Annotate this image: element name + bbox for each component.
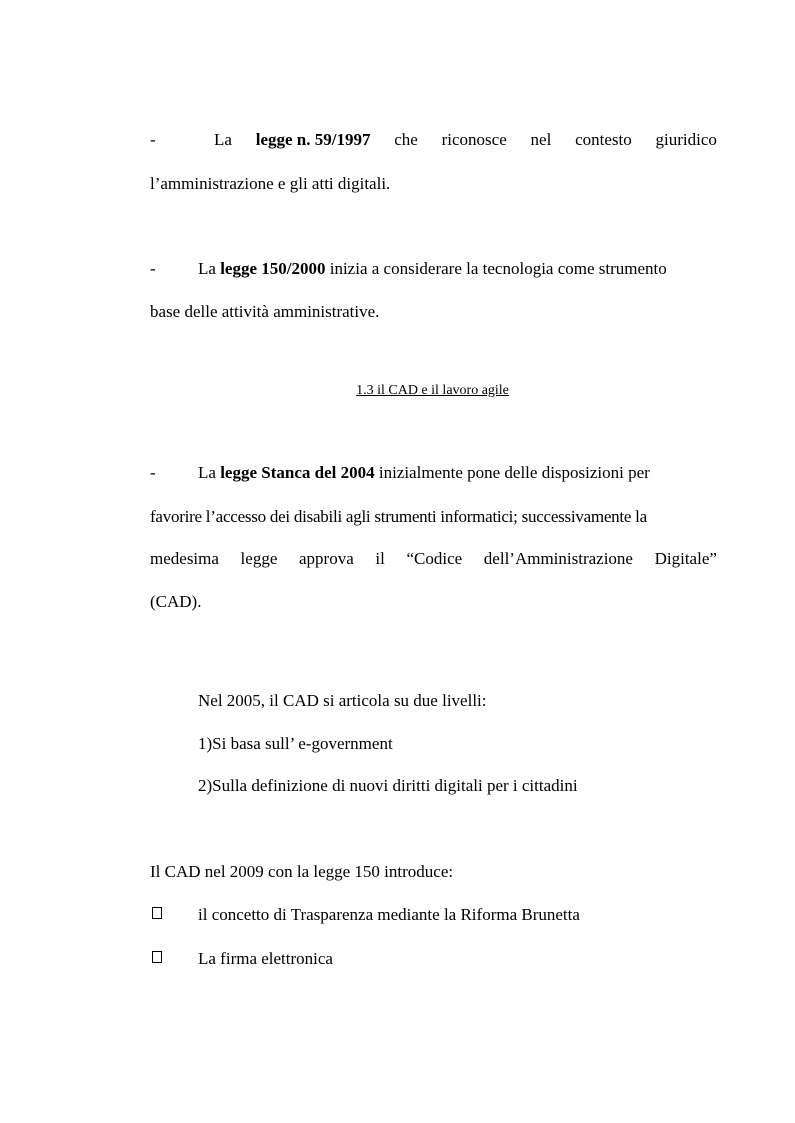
paragraph-line: (CAD).: [150, 592, 202, 611]
bullet-box-icon: [152, 951, 162, 963]
word: nel: [530, 130, 552, 149]
law-reference: legge 150/2000: [220, 259, 326, 278]
list-item: 2)Sulla definizione di nuovi diritti digitali per i cittadini: [198, 776, 578, 795]
law-reference: legge Stanca del 2004: [220, 463, 375, 482]
paragraph-line: Nel 2005, il CAD si articola su due livelli:: [198, 691, 487, 710]
section-heading: 1.3 il CAD e il lavoro agile: [356, 383, 509, 398]
list-item: 1)Si basa sull’ e-government: [198, 734, 393, 753]
law-reference: legge n. 59/1997: [255, 130, 371, 149]
word: contesto: [575, 130, 632, 149]
word: riconosce: [441, 130, 507, 149]
paragraph-line: Il CAD nel 2009 con la legge 150 introduce:: [150, 862, 454, 881]
paragraph-line: La legge Stanca del 2004 inizialmente pone delle disposizioni per: [198, 463, 650, 482]
word: che: [394, 130, 418, 149]
word: La: [214, 130, 232, 149]
list-item: il concetto di Trasparenza mediante la Riforma Brunetta: [198, 905, 580, 924]
word: giuridico: [655, 130, 717, 149]
list-dash: -: [150, 259, 156, 278]
paragraph-line: La legge 150/2000 inizia a considerare la tecnologia come strumento: [198, 259, 667, 278]
paragraph-line: [214, 130, 717, 150]
paragraph-line: base delle attività amministrative.: [150, 302, 380, 321]
paragraph-line: favorire l’accesso dei disabili agli strumenti informatici; successivamente la: [150, 507, 647, 526]
list-dash: -: [150, 463, 156, 482]
paragraph-line: medesima legge approva il “Codice dell’Amministrazione Digitale”: [150, 549, 717, 568]
list-item: La firma elettronica: [198, 949, 333, 968]
bullet-box-icon: [152, 907, 162, 919]
list-dash: -: [150, 130, 156, 149]
paragraph-line: l’amministrazione e gli atti digitali.: [150, 174, 391, 193]
